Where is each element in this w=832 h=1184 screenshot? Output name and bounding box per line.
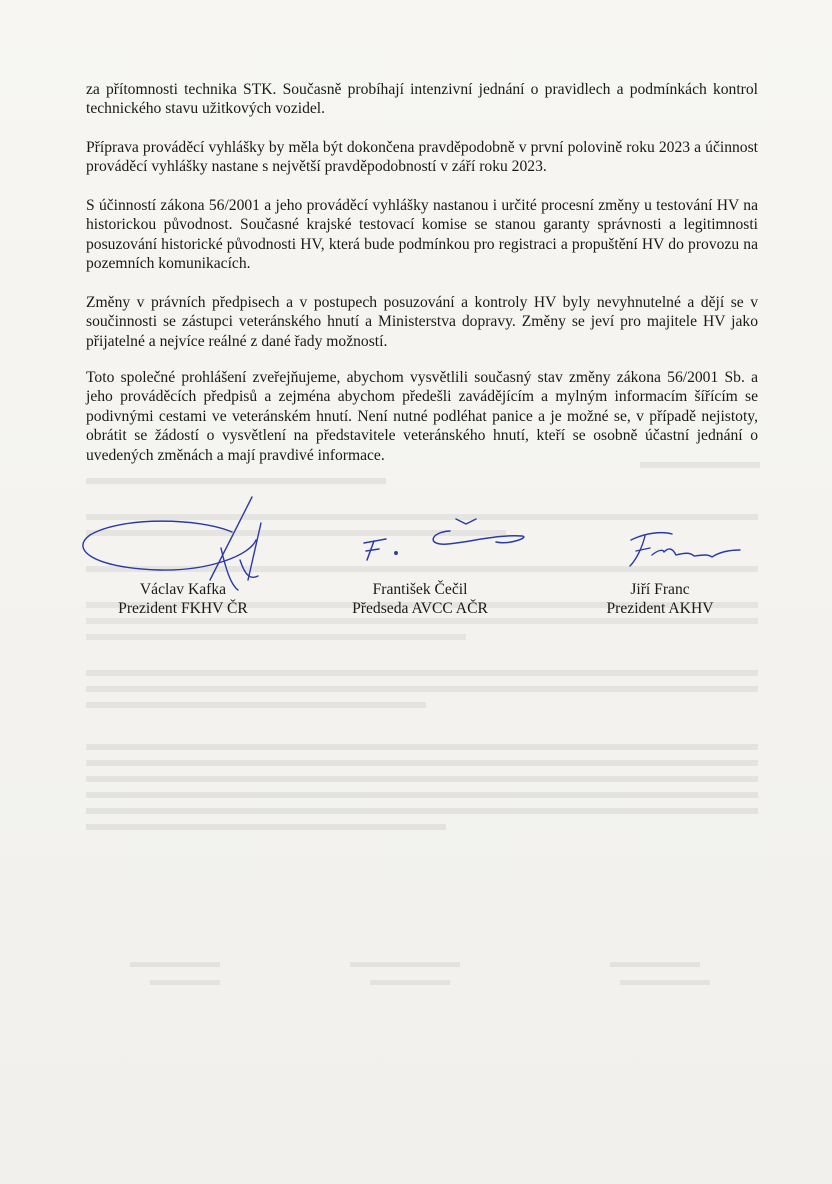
signatory-name: Václav Kafka (139, 581, 227, 598)
signature-cecil (364, 519, 524, 560)
signatory-jiri-franc (560, 580, 760, 619)
paragraph-legislative-changes: Změny v právních předpisech a v postupech posuzování a kontroly HV byly nevyhnutelné a dějí se v součinnosti se zástupci veteránského hnutí a Ministerstva dopravy. Změny se jeví pro majitele HV jako přijatelné a nejvíce reálné z dané řady možností. (86, 294, 758, 350)
signatory-name: Jiří Franc (630, 581, 690, 598)
signature-franc (630, 533, 740, 566)
signatory-name: František Čečil (372, 581, 468, 598)
paragraph-decree-timeline: Příprava prováděcí vyhlášky by měla být dokončena pravděpodobně v první polovině roku 2023 a účinnost prováděcí vyhlášky nastane s největší pravděpodobností v září roku 2023. (86, 139, 758, 176)
signatory-frantisek-cecil (320, 580, 520, 619)
paragraph-technical-inspection: za přítomnosti technika STK. Současně probíhají intenzivní jednání o pravidlech a podmínkách kontrol technického stavu užitkových vozidel. (86, 81, 758, 118)
signature-kafka (83, 497, 261, 590)
signatory-title: Předseda AVCC AČR (352, 600, 488, 618)
signatory-title: Prezident AKHV (606, 600, 714, 618)
signatory-vaclav-kafka (83, 580, 283, 619)
paragraph-joint-statement: Toto společné prohlášení zveřejňujeme, abychom vysvětlili současný stav změny zákona 56/2001 Sb. a jeho prováděcích předpisů a zejména abychom předešli zavádějícím a mylným informacím šířícím se podivnými cestami ve veteránském hnutí. Není nutné podléhat panice a je možné se, v případě nejistoty, obrátit se žádostí o vysvětlení na představitele veteránského hnutí, kteří se osobně účastní jednání o uvedených změnách a mají pravdivé informace. (86, 369, 758, 464)
paragraph-procedural-changes: S účinností zákona 56/2001 a jeho prováděcí vyhlášky nastanou i určité procesní změny u testování HV na historickou původnost. Současné krajské testovací komise se stanou garanty správnosti a legitimnosti posuzování historické původnosti HV, která bude podmínkou pro registraci a propuštění HV do provozu na pozemních komunikacích. (86, 197, 758, 273)
signatory-title: Prezident FKHV ČR (118, 600, 248, 618)
